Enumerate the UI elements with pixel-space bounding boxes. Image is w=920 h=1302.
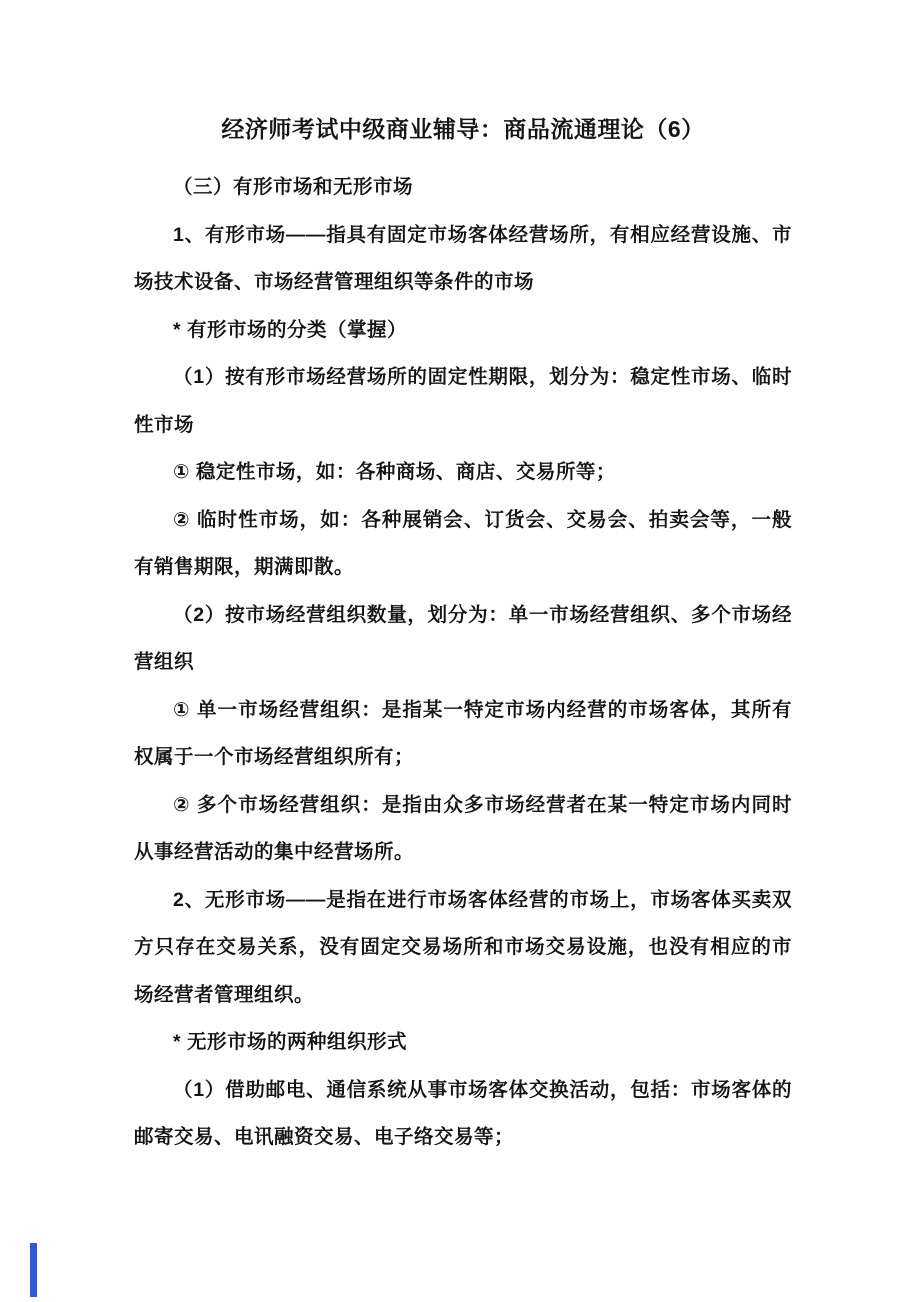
paragraph: ① 单一市场经营组织：是指某一特定市场内经营的市场客体，其所有权属于一个市场经营组织所有； <box>134 698 792 768</box>
paragraph: （三）有形市场和无形市场 <box>173 176 414 198</box>
paragraph: （1）按有形市场经营场所的固定性期限，划分为：稳定性市场、临时性市场 <box>134 366 792 436</box>
page-title: 经济师考试中级商业辅导：商品流通理论（6） <box>221 116 705 142</box>
paragraph: ② 临时性市场，如：各种展销会、订货会、交易会、拍卖会等，一般有销售期限，期满即散。 <box>134 508 792 578</box>
paragraph: 2、无形市场——是指在进行市场客体经营的市场上，市场客体买卖双方只存在交易关系，没有固定交易场所和市场交易设施，也没有相应的市场经营者管理组织。 <box>134 888 792 1006</box>
paragraph: （2）按市场经营组织数量，划分为：单一市场经营组织、多个市场经营组织 <box>134 603 792 673</box>
page-edge-accent-bar <box>30 1243 37 1297</box>
paragraph: * 有形市场的分类（掌握） <box>173 318 408 341</box>
document-content <box>134 112 792 1162</box>
paragraph: 1、有形市场——指具有固定市场客体经营场所，有相应经营设施、市场技术设备、市场经营管理组织等条件的市场 <box>134 223 792 293</box>
paragraph: * 无形市场的两种组织形式 <box>173 1031 408 1053</box>
paragraph: ② 多个市场经营组织：是指由众多市场经营者在某一特定市场内同时从事经营活动的集中经营场所。 <box>134 793 792 863</box>
paragraph: （1）借助邮电、通信系统从事市场客体交换活动，包括：市场客体的邮寄交易、电讯融资交易、电子络交易等； <box>134 1078 792 1148</box>
paragraph: ① 稳定性市场，如：各种商场、商店、交易所等； <box>173 461 616 483</box>
